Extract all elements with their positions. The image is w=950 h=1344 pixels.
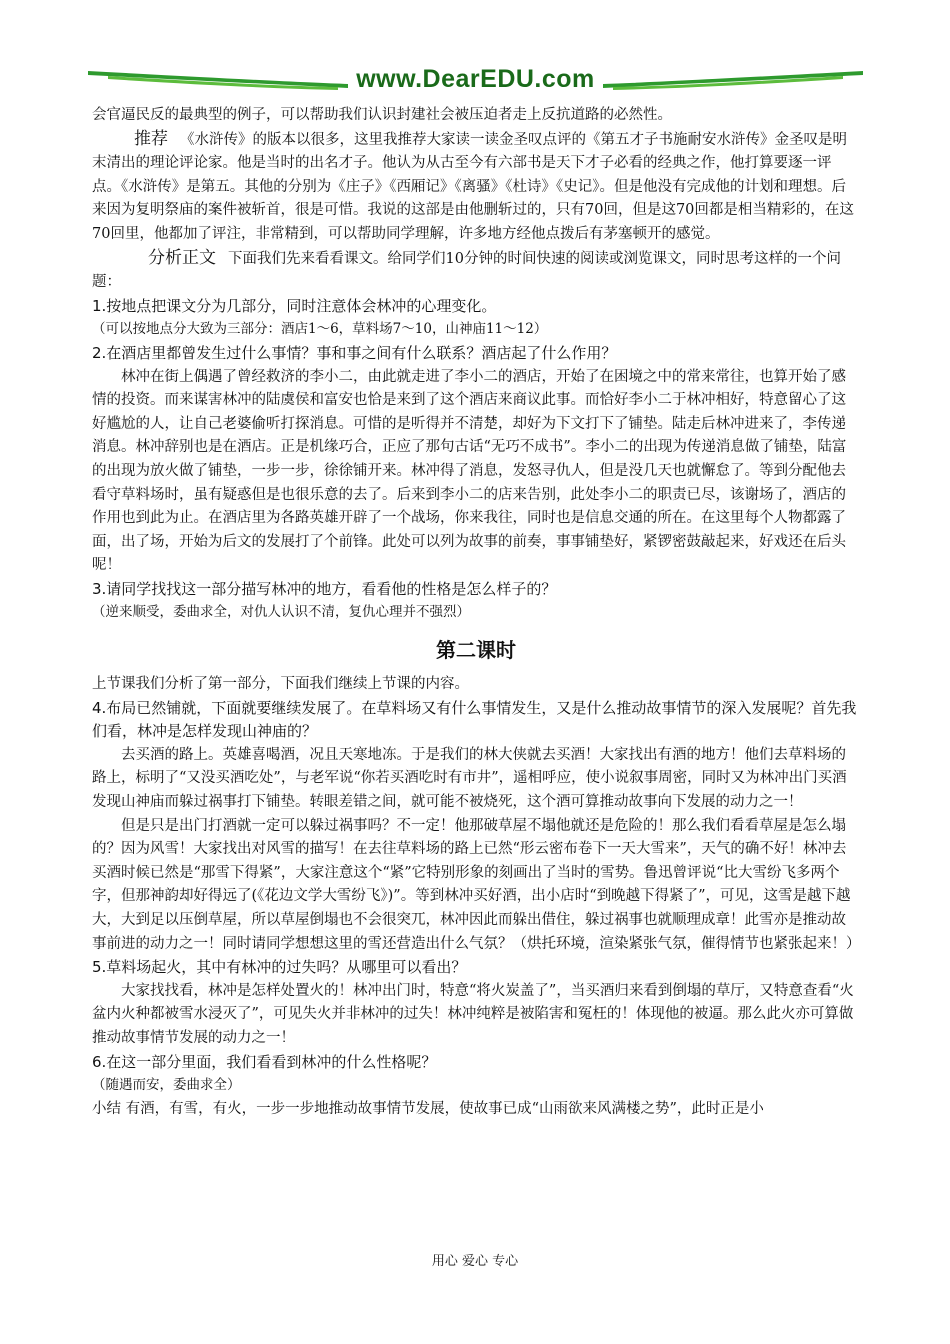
paragraph-analysis	[92, 247, 860, 295]
answer-note-6: （随遇而安，委曲求全）	[92, 1077, 241, 1094]
answer-4a: 去买酒的路上。英雄喜喝酒，况且天寒地冻。于是我们的林大侠就去买酒！大家找出有酒的地方！他们去草料场的路上，标明了“又没买酒吃处”，与老军说“你若买酒吃时有市井”，遥相呼应，使小说叙事周密，同时又为林冲出门买酒发现山神庙而躲过祸事打下铺垫。转眼差错之间，就可能不被烧死，这个酒可算推动故事向下发展的动力之一！	[92, 746, 847, 811]
answer-4b: 但是只是出门打酒就一定可以躲过祸事吗？不一定！他那破草屋不塌他就还是危险的！那么我们看看草屋是怎么塌的？因为风雪！大家找出对风雪的描写！在去往草料场的路上已然“形云密布卷下一天大雪来”，天气的确不好！林冲去买酒时候已然是“那雪下得紧”，大家注意这个“紧”它特别形象的刻画出了当时的雪势。鲁迅曾评说“比大雪纷飞多两个字，但那神韵却好得远了(《花边文学大雪纷飞》)”。等到林冲买好酒，出小店时“到晚越下得紧了”，可见，这雪是越下越大，大到足以压倒草屋，所以草屋倒塌也不会很突兀，林冲因此而躲出借住，躲过祸事也就顺理成章！此雪亦是推动故事前进的动力之一！同时请同学想想这里的雪还营造出什么气氛？（烘托环境，渲染紧张气氛，催得情节也紧张起来！）	[92, 817, 861, 952]
question-5: 5.草料场起火，其中有林冲的过失吗？从哪里可以看出？	[92, 958, 467, 977]
analysis-label: 分析正文	[148, 247, 216, 268]
recommend-text: 《水浒传》的版本以很多，这里我推荐大家读一读金圣叹点评的《第五才子书施耐安水浒传》金圣叹是明末清出的理论评论家。他是当时的出名才子。他认为从古至今有六部书是天下才子必看的经典之作，他打算要逐一评点。《水浒传》是第五。其他的分别为《庄子》《西厢记》《离骚》《杜诗》《史记》。但是他没有完成他的计划和理想。后来因为复明祭庙的案件被斩首，很是可惜。我说的这部是由他删斩过的，只有70回，但是这70回都是相当精彩的，在这70回里，他都加了评注，非常精到，可以帮助同学理解，许多地方经他点拨后有茅塞顿开的感觉。	[92, 131, 854, 242]
question-4: 4.布局已然铺就，下面就要继续发展了。在草料场又有什么事情发生，又是什么推动故事情节的深入发展呢？首先我们看，林冲是怎样发现山神庙的？	[92, 698, 857, 741]
section-heading: 第二课时	[436, 638, 516, 663]
analysis-text: 下面我们先来看看课文。给同学们10分钟的时间快速的阅读或浏览课文，同时思考这样的一个问题：	[92, 250, 841, 291]
site-logo-text: www.DearEDU.com	[356, 65, 595, 93]
question-2: 2.在酒店里都曾发生过什么事情？事和事之间有什么联系？酒店起了什么作用？	[92, 343, 617, 362]
paragraph-lesson-two-intro: 上节课我们分析了第一部分，下面我们继续上节课的内容。	[92, 676, 469, 693]
answer-note-1: （可以按地点分大致为三部分：酒店1～6，草料场7～10，山神庙11～12）	[92, 321, 548, 338]
document-body	[92, 104, 860, 1121]
answer-note-3: （逆来顺受，委曲求全，对仇人认识不清，复仇心理并不强烈）	[92, 604, 470, 621]
recommend-label: 推荐	[134, 128, 168, 149]
question-3: 3.请同学找找这一部分描写林冲的地方，看看他的性格是怎么样子的？	[92, 579, 557, 598]
paragraph-intro-end: 会官逼民反的最典型的例子，可以帮助我们认识封建社会被压迫者走上反抗道路的必然性。	[92, 107, 672, 123]
page-header	[88, 62, 863, 96]
question-1: 1.按地点把课文分为几部分，同时注意体会林冲的心理变化。	[92, 296, 497, 315]
answer-2: 林冲在街上偶遇了曾经救济的李小二，由此就走进了李小二的酒店，开始了在困境之中的常来常往，也算开始了感情的投资。而来谋害林冲的陆虞侯和富安也恰是来到了这个酒店来商议此事。而恰好李小二于林冲相好，特意留心了这好尴尬的人，让自己老婆偷听打探消息。可惜的是听得并不清楚，却好为下文打下了铺垫。陆走后林冲进来了，李传递消息。林冲辞别也是在酒店。正是机缘巧合，正应了那句古话“无巧不成书”。李小二的出现为传递消息做了铺垫，陆富的出现为放火做了铺垫，一步一步，徐徐铺开来。林冲得了消息，发怒寻仇人，但是没几天也就懈怠了。等到分配他去看守草料场时，虽有疑惑但是也很乐意的去了。后来到李小二的店来告别，此处李小二的职责已尽，该谢场了，酒店的作用也到此为止。在酒店里为各路英雄开辟了一个战场，你来我往，同时也是信息交通的所在。在这里每个人物都露了面，出了场，开始为后文的发展打了个前锋。此处可以列为故事的前奏，事事铺垫好，紧锣密鼓敲起来，好戏还在后头呢！	[92, 368, 847, 574]
question-6: 6.在这一部分里面，我们看看到林冲的什么性格呢？	[92, 1052, 437, 1071]
page-footer: 用心 爱心 专心	[431, 1254, 519, 1269]
paragraph-summary: 小结 有酒，有雪，有火，一步一步地推动故事情节发展，使故事已成“山雨欲来风满楼之势”，此时正是小	[92, 1100, 764, 1117]
answer-5: 大家找找看，林冲是怎样处置火的！林冲出门时，特意“将火炭盖了”，当买酒归来看到倒塌的草厅，又特意查看“火盆内火种都被雪水浸灭了”，可见失火并非林冲的过失！林冲纯粹是被陷害和冤枉的！体现他的被逼。那么此火亦可算做推动故事情节发展的动力之一！	[92, 982, 854, 1046]
paragraph-recommend	[92, 128, 860, 247]
